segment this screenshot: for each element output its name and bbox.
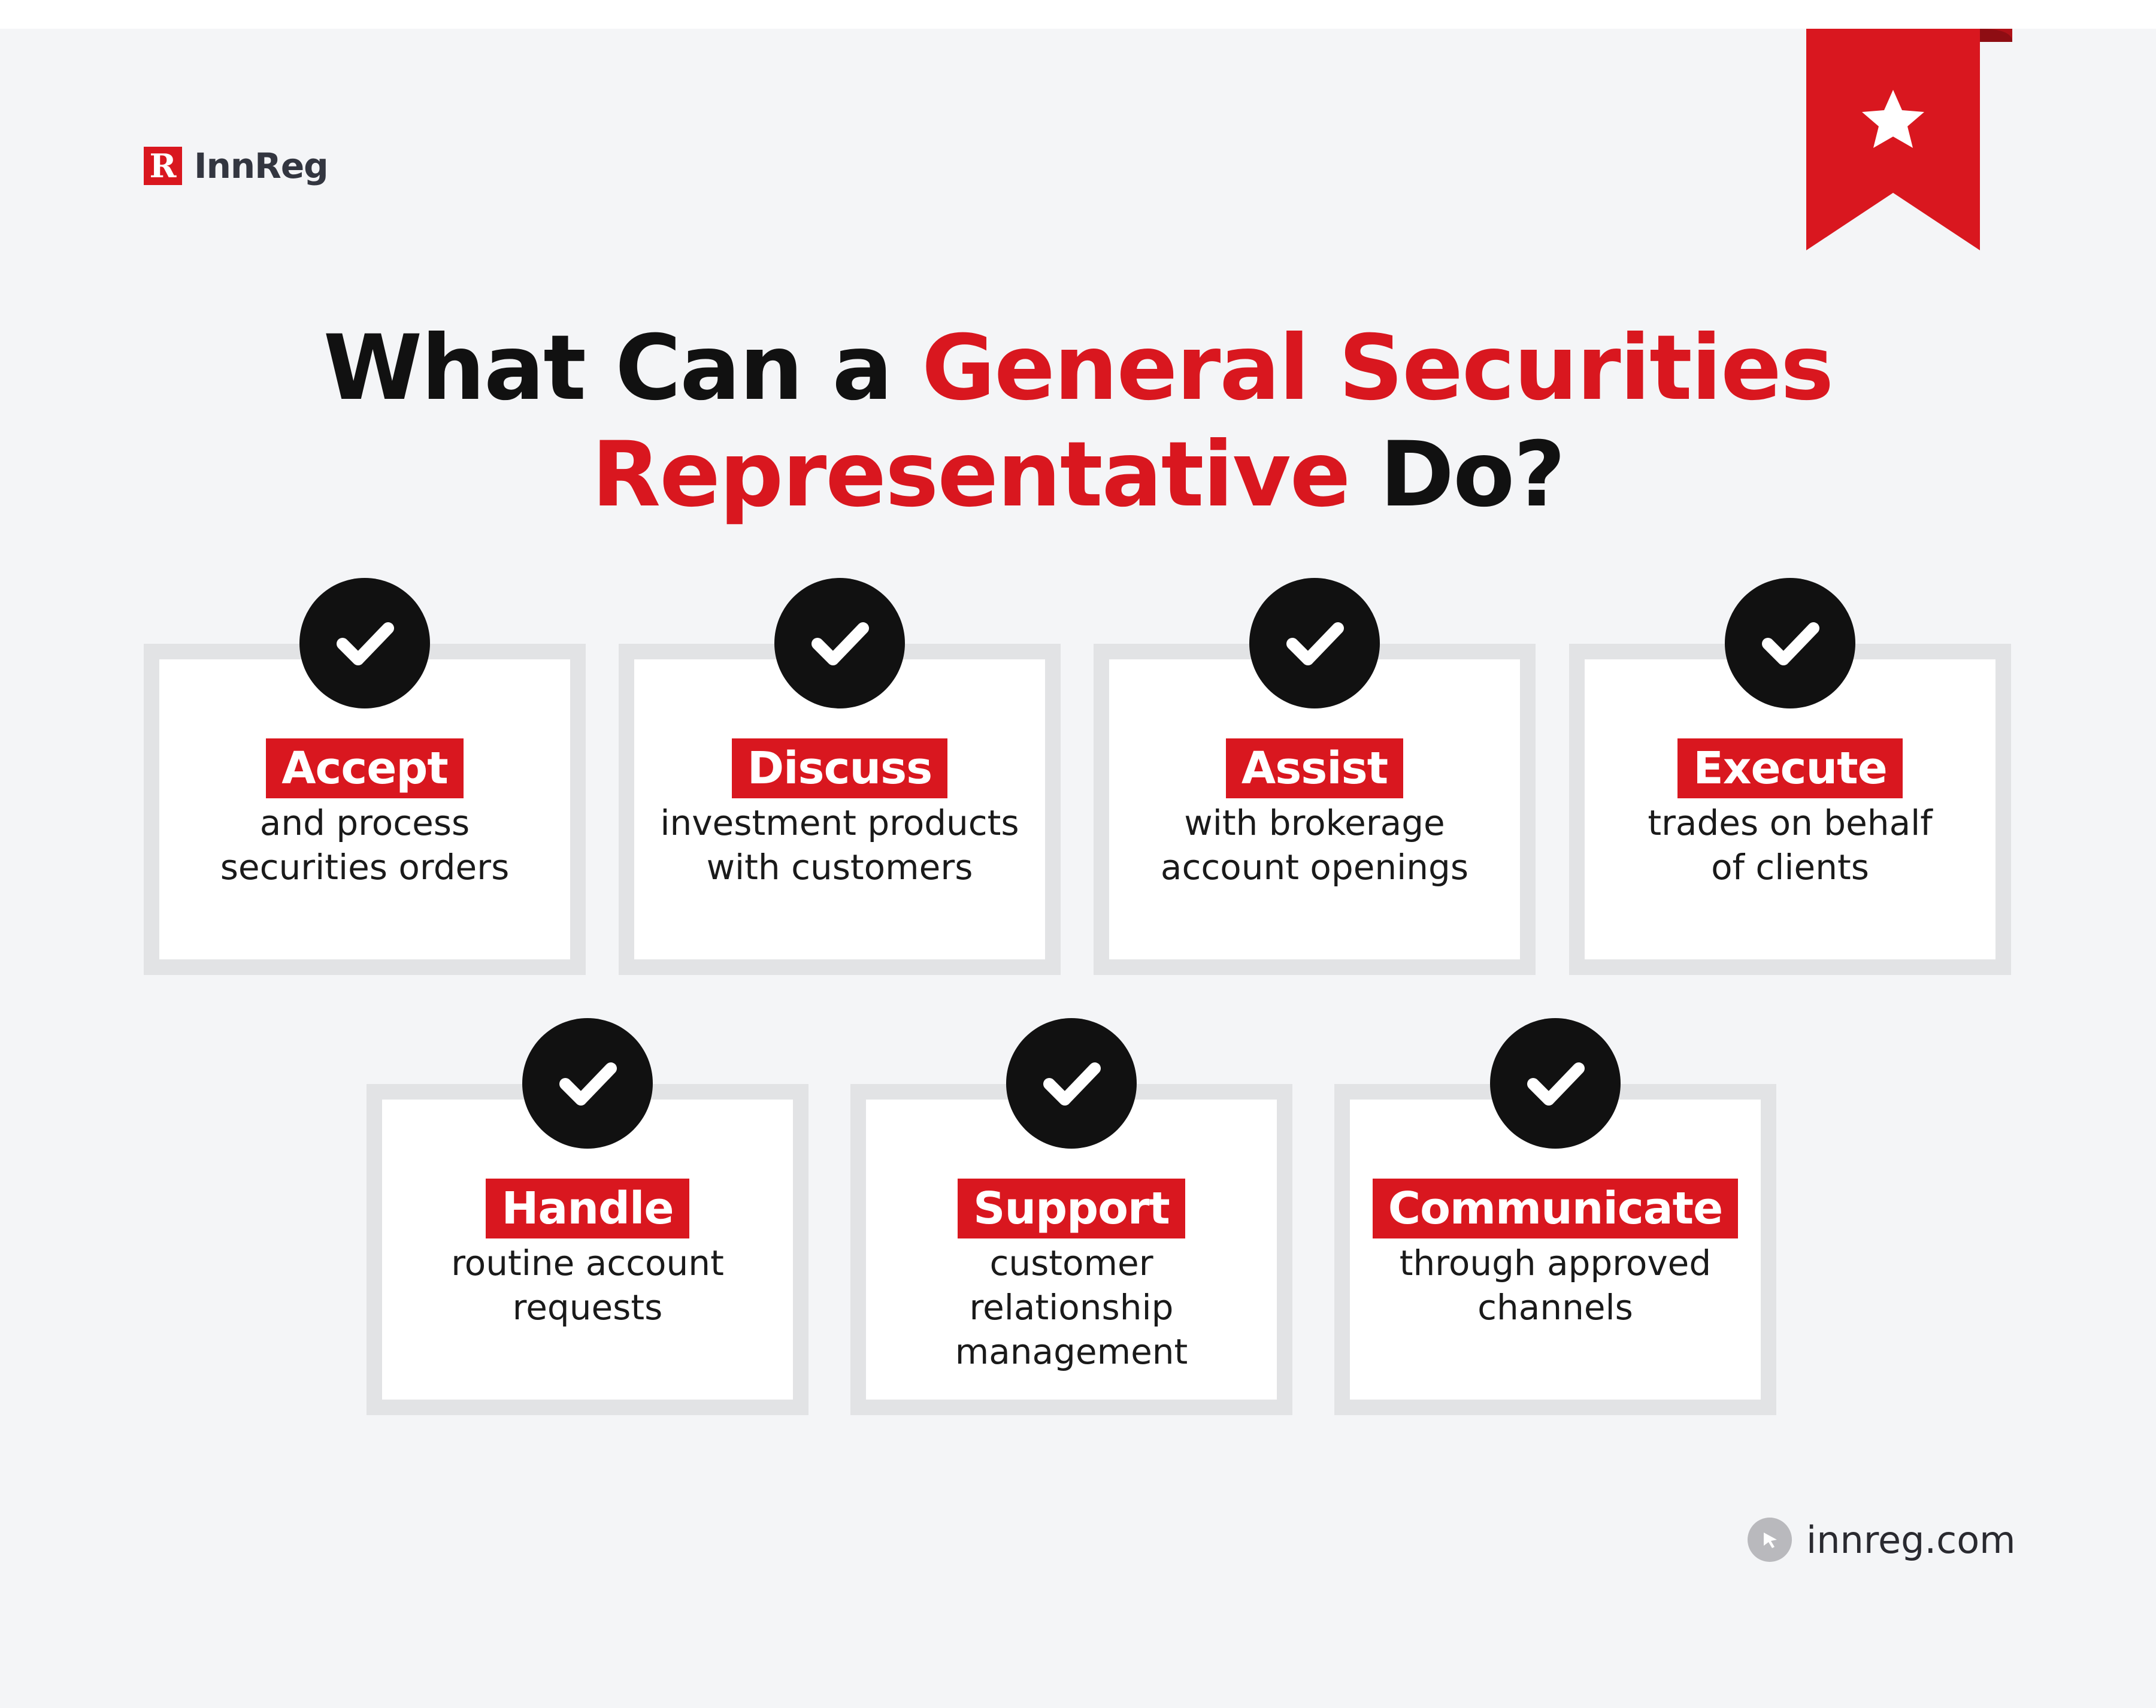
card-description-line: securities orders — [220, 847, 510, 888]
checkmark-icon — [1006, 1018, 1137, 1149]
footer-url: innreg.com — [1806, 1518, 2016, 1562]
card-description-line: requests — [512, 1287, 663, 1328]
logo-letter: R — [149, 147, 177, 185]
page-title — [0, 315, 2156, 528]
title-text-black-2: Do? — [1349, 423, 1565, 527]
infographic-canvas — [0, 29, 2156, 1708]
title-text-black-1: What Can a — [323, 316, 922, 420]
cursor-click-icon — [1748, 1518, 1792, 1562]
card-description — [159, 801, 570, 889]
card-description-line: of clients — [1711, 847, 1869, 888]
checkmark-icon — [1490, 1018, 1621, 1149]
checkmark-icon — [774, 578, 905, 708]
logo-wordmark: InnReg — [194, 146, 328, 186]
card-description — [1350, 1241, 1761, 1330]
card-verb-wrap — [1585, 738, 1995, 798]
card-description-line: channels — [1477, 1287, 1633, 1328]
title-line-2 — [0, 422, 2156, 528]
title-text-red-1: General Securities — [921, 316, 1833, 420]
card-verb: Handle — [486, 1179, 689, 1238]
card-verb-wrap — [159, 738, 570, 798]
card-verb: Discuss — [732, 738, 947, 798]
card-description-line: customer — [989, 1243, 1153, 1283]
card-verb: Communicate — [1373, 1179, 1738, 1238]
card-verb-wrap — [1109, 738, 1520, 798]
card-description — [382, 1241, 793, 1330]
logo-mark-icon — [144, 147, 182, 185]
card-verb: Accept — [266, 738, 464, 798]
card-verb-wrap — [382, 1179, 793, 1238]
card-description — [634, 801, 1045, 889]
title-text-red-2: Representative — [591, 423, 1350, 527]
card-verb: Execute — [1677, 738, 1903, 798]
card-verb-wrap — [1350, 1179, 1761, 1238]
card-description-line: and process — [259, 802, 470, 843]
card-description-line: management — [955, 1331, 1188, 1372]
title-line-1 — [0, 315, 2156, 422]
card-description-line: with customers — [706, 847, 973, 888]
card-verb-wrap — [634, 738, 1045, 798]
checkmark-icon — [522, 1018, 653, 1149]
card-description-line: investment products — [660, 802, 1019, 843]
card-description-line: relationship — [969, 1287, 1174, 1328]
checkmark-icon — [1249, 578, 1380, 708]
card-description — [1585, 801, 1995, 889]
innreg-logo — [144, 147, 328, 185]
card-description-line: routine account — [451, 1243, 724, 1283]
card-description — [866, 1241, 1277, 1374]
card-description-line: trades on behalf — [1648, 802, 1933, 843]
card-description-line: with brokerage — [1184, 802, 1445, 843]
card-description — [1109, 801, 1520, 889]
footer-link[interactable] — [1748, 1518, 2016, 1562]
card-description-line: account openings — [1160, 847, 1469, 888]
checkmark-icon — [1725, 578, 1855, 708]
card-description-line: through approved — [1399, 1243, 1712, 1283]
checkmark-icon — [299, 578, 430, 708]
bookmark-ribbon — [1806, 29, 2012, 250]
card-verb: Assist — [1226, 738, 1403, 798]
card-verb-wrap — [866, 1179, 1277, 1238]
card-verb: Support — [958, 1179, 1185, 1238]
